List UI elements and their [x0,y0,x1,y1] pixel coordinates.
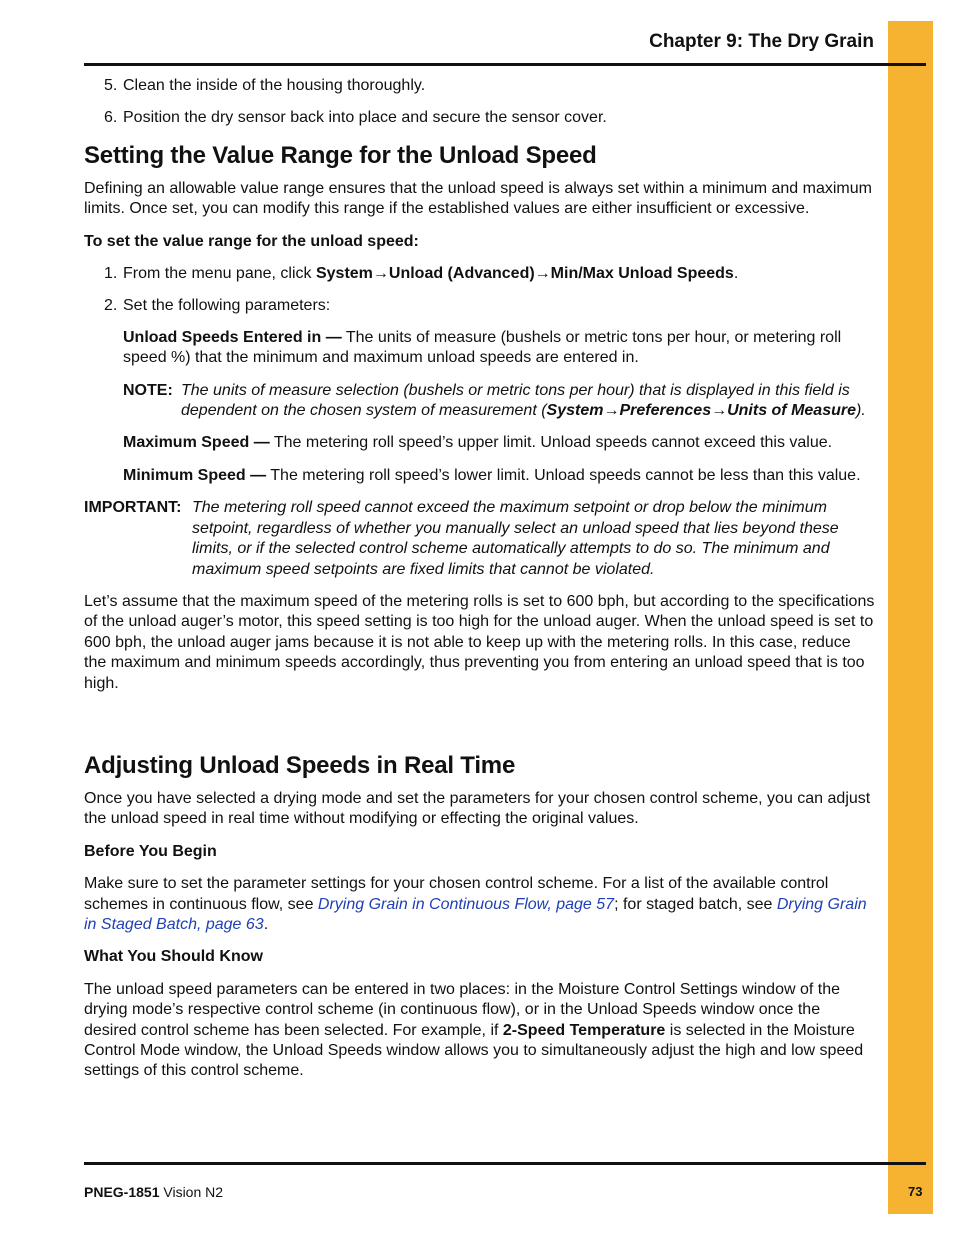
page-content [84,74,876,1082]
list-item: 2. Set the following parameters: [104,297,331,315]
paragraph: Let’s assume that the maximum speed of the metering rolls is set to 600 bph, but according to the specifications of the unload auger’s motor, this speed setting is too high for the unload auger. When the unload speed is set to 600 bph, the unload auger jams because it is not able to keep up with the metering rolls. In this case, reduce the maximum and minimum speeds accordingly, thus preventing you from entering an unload speed that is too high. [84,592,875,692]
page-number: 73 [908,1184,923,1199]
chapter-tab [888,21,933,1214]
note-callout: NOTE: The units of measure selection (bushels or metric tons per hour) that is displayed in this field is dependent on the chosen system of measurement (System→Preferences→Units of Measure). [123,381,866,420]
procedure-heading: To set the value range for the unload speed: [84,232,419,250]
chapter-title: Chapter 9: The Dry Grain [649,31,874,52]
section-heading-value-range: Setting the Value Range for the Unload Speed [84,141,597,169]
link-staged-batch[interactable]: Drying Grain in Staged Batch, page 63 [84,895,867,933]
section-heading-real-time: Adjusting Unload Speeds in Real Time [84,751,516,779]
subheading-what-you-should-know: What You Should Know [84,948,263,966]
paragraph: Once you have selected a drying mode and set the parameters for your chosen control scheme, you can adjust the unload speed in real time without modifying or effecting the original values. [84,789,871,828]
parameter-description: Unload Speeds Entered in — The units of measure (bushels or metric tons per hour, or metering roll speed %) that the minimum and maximum unload speeds are entered in. [123,328,842,367]
link-continuous-flow[interactable]: Drying Grain in Continuous Flow, page 57 [317,895,615,913]
list-item: 1. From the menu pane, click System→Unload (Advanced)→Min/Max Unload Speeds. [104,265,739,283]
header-rule [84,63,926,66]
paragraph: The unload speed parameters can be entered in two places: in the Moisture Control Settings window of the drying mode’s respective control scheme (in continuous flow), or in the Unload Speeds window once the desired control scheme has been selected. For example, if 2-Speed Temperature is selected in the Moisture Control Mode window, the Unload Speeds window allows you to simultaneously adjust the high and low speed settings of this control scheme. [84,980,864,1080]
footer-rule [84,1162,926,1165]
important-callout: IMPORTANT: The metering roll speed cannot exceed the maximum setpoint or drop below the minimum setpoint, regardless of whether you manually select an unload speed that lies beyond these limits, or if the selected control scheme automatically attempts to do so. The minimum and maximum speed setpoints are fixed limits that cannot be violated. [84,499,839,578]
menu-path: System→Preferences→Units of Measure [546,402,856,420]
menu-path: System→Unload (Advanced)→Min/Max Unload Speeds [315,265,734,283]
paragraph: Make sure to set the parameter settings for your chosen control scheme. For a list of the available control schemes in continuous flow, see Drying Grain in Continuous Flow, page 57; for staged batch, see Drying Grain in Staged Batch, page 63. [84,875,867,933]
footer-doc-id: PNEG-1851 Vision N2 [84,1184,224,1200]
list-item: 5. Clean the inside of the housing thoroughly. [104,77,426,94]
parameter-description: Minimum Speed — The metering roll speed’s lower limit. Unload speeds cannot be less than this value. [123,466,861,484]
subheading-before-you-begin: Before You Begin [84,842,217,860]
paragraph: Defining an allowable value range ensures that the unload speed is always set within a minimum and maximum limits. Once set, you can modify this range if the established values are either insufficient or excessive. [84,179,872,218]
parameter-description: Maximum Speed — The metering roll speed’s upper limit. Unload speeds cannot exceed this value. [123,434,833,452]
list-item: 6. Position the dry sensor back into place and secure the sensor cover. [104,109,607,127]
